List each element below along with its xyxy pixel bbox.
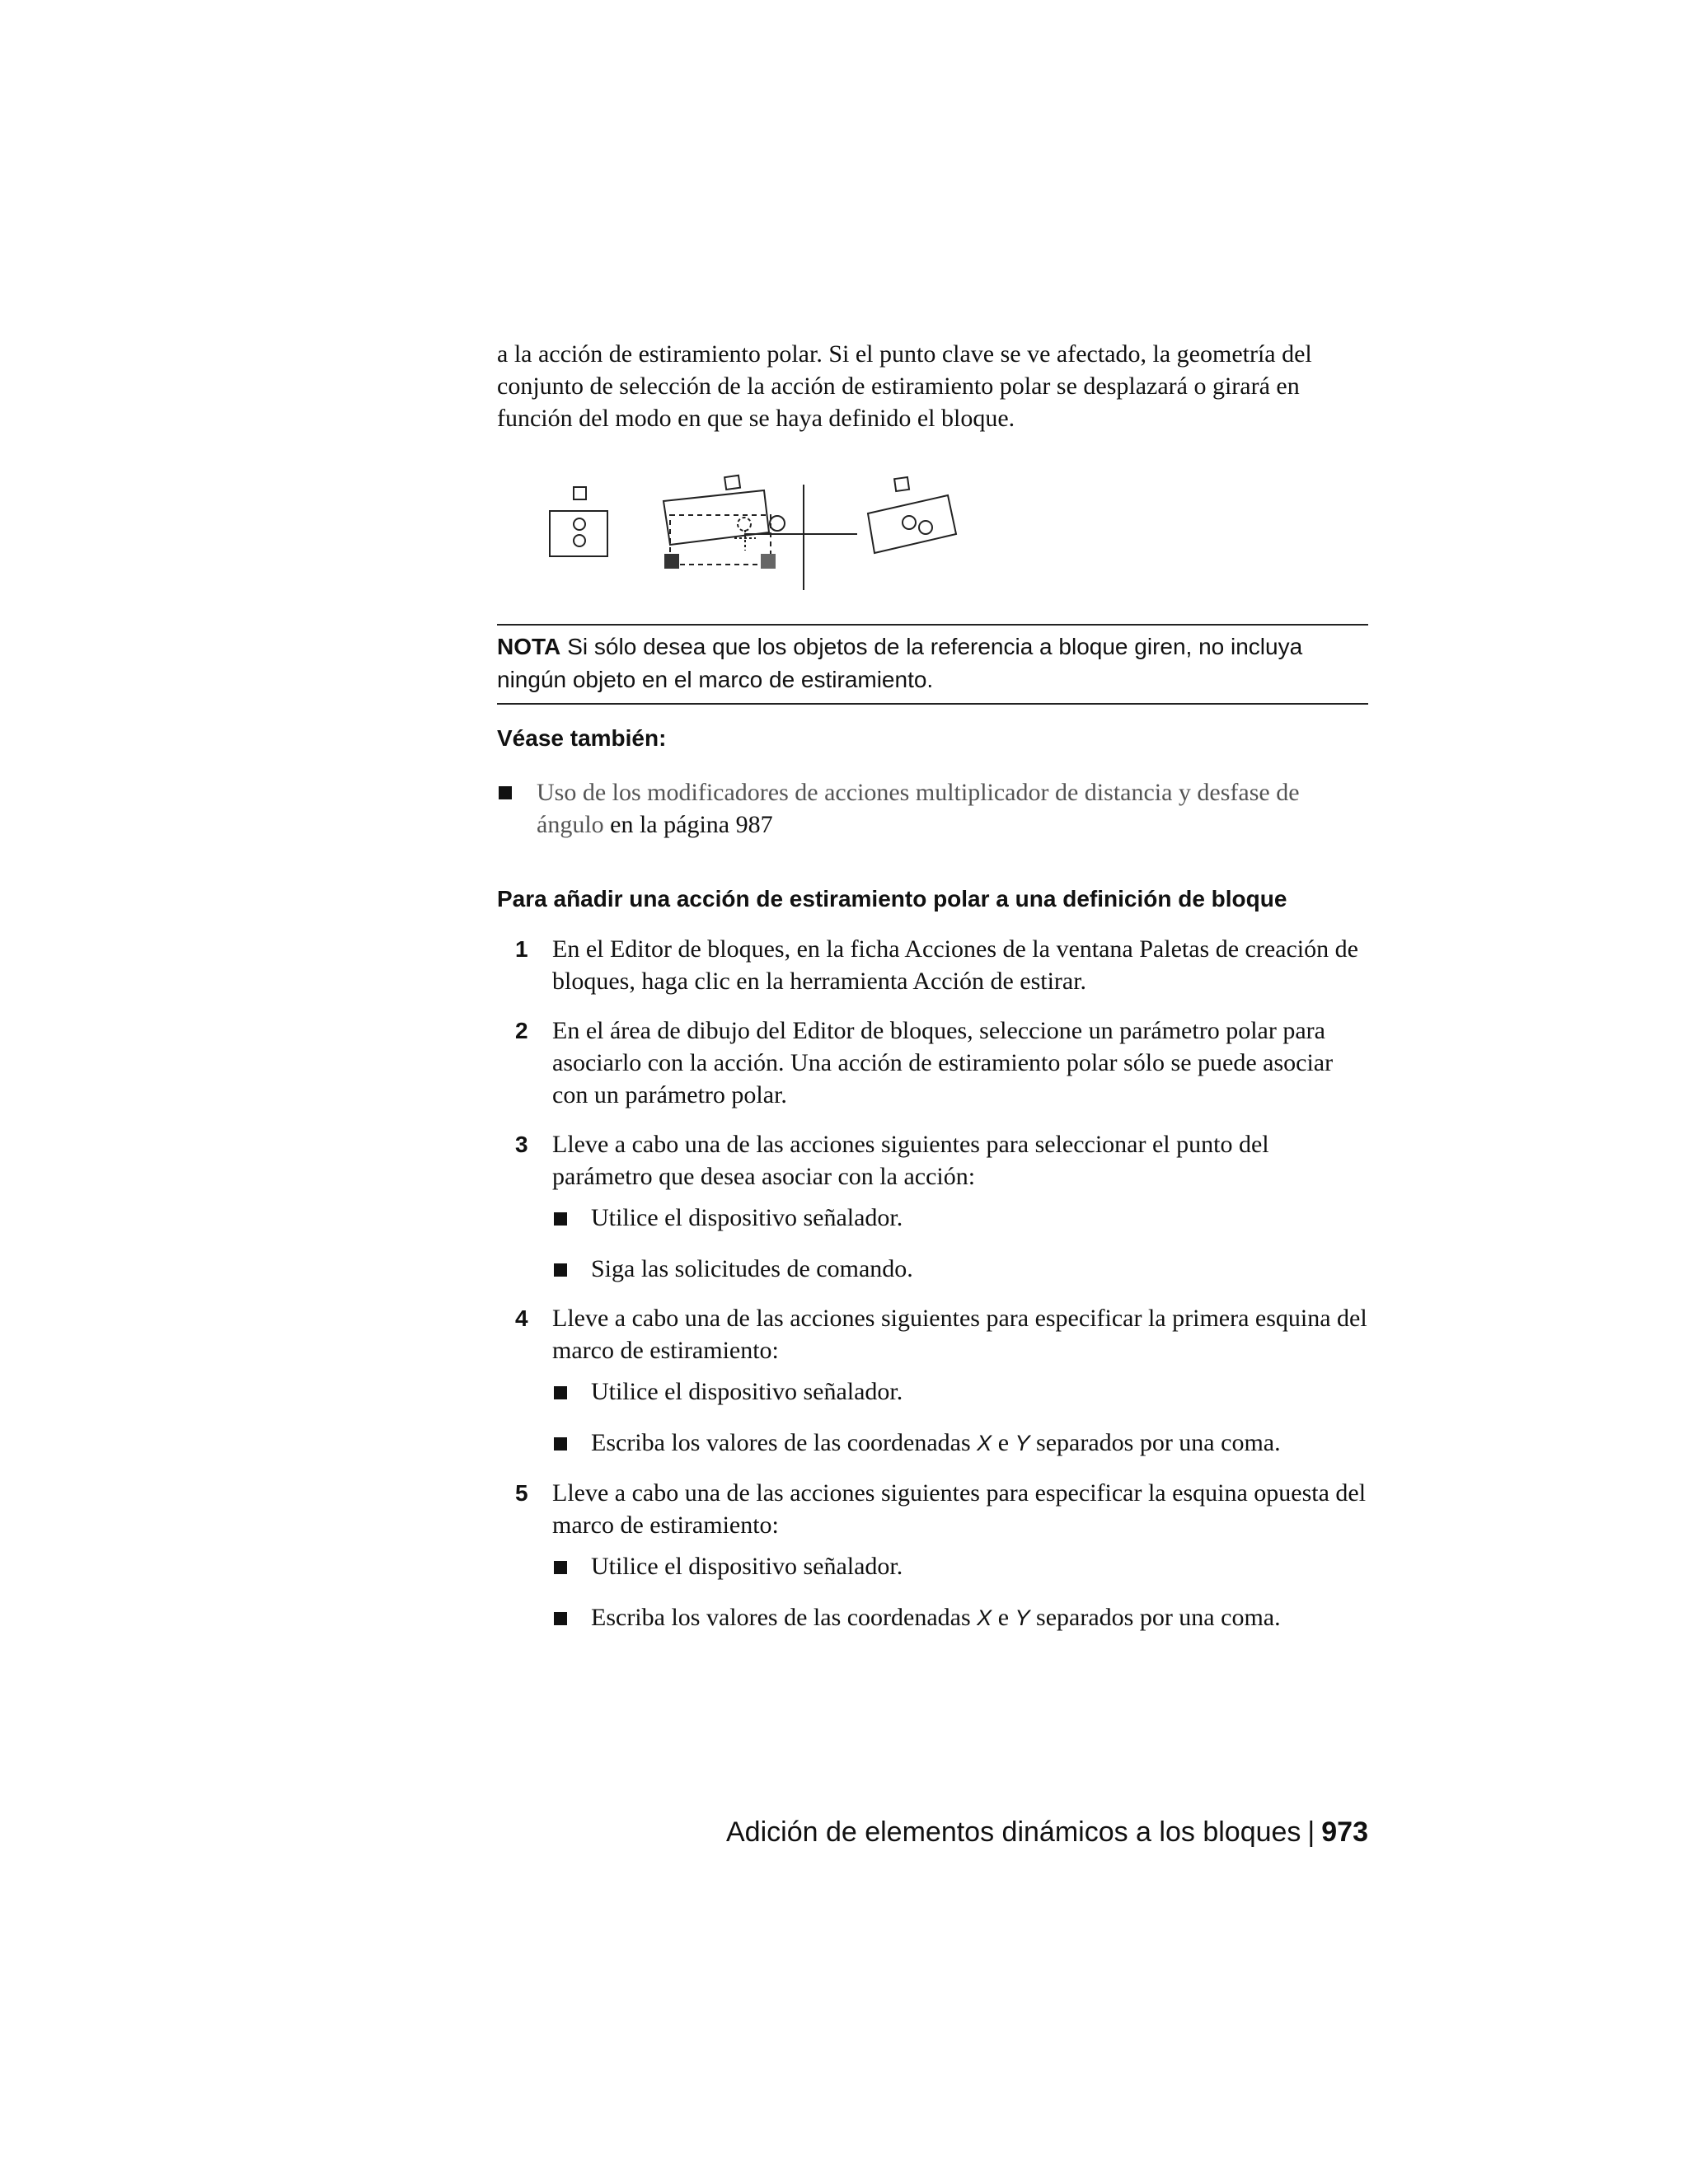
step-text: Lleve a cabo una de las acciones siguientes para especificar la esquina opuesta del marco de estiramiento: xyxy=(552,1479,1367,1539)
page-footer xyxy=(497,1816,1368,1849)
step-text: En el Editor de bloques, en la ficha Acciones de la ventana Paletas de creación de bloques, haga clic en la herramienta Acción de estirar. xyxy=(552,935,1358,995)
polar-stretch-illustration xyxy=(540,468,968,592)
note-label: NOTA xyxy=(497,634,561,659)
step-option: Siga las solicitudes de comando. xyxy=(552,1253,1368,1285)
square-bullet-icon xyxy=(554,1612,567,1625)
step-5 xyxy=(497,1477,1368,1634)
step-number: 1 xyxy=(515,936,528,962)
step-4 xyxy=(497,1302,1368,1460)
step-option: Escriba los valores de las coordenadas X e Y separados por una coma. xyxy=(552,1601,1368,1634)
step-number: 4 xyxy=(515,1305,528,1331)
square-bullet-icon xyxy=(554,1263,567,1277)
see-also-list xyxy=(497,776,1368,841)
note-box xyxy=(497,624,1368,705)
procedure-steps xyxy=(497,933,1368,1652)
step-number: 5 xyxy=(515,1480,528,1506)
step-1 xyxy=(497,933,1368,997)
page-number: 973 xyxy=(1321,1816,1368,1848)
step-option: Utilice el dispositivo señalador. xyxy=(552,1202,1368,1234)
step-text: Lleve a cabo una de las acciones siguientes para especificar la primera esquina del marco de estiramiento: xyxy=(552,1305,1367,1364)
step-2 xyxy=(497,1015,1368,1111)
step-number: 2 xyxy=(515,1018,528,1043)
square-bullet-icon xyxy=(554,1212,567,1226)
square-bullet-icon xyxy=(554,1561,567,1574)
step-option: Utilice el dispositivo señalador. xyxy=(552,1550,1368,1582)
footer-separator: | xyxy=(1307,1816,1315,1848)
page-reference: en la página 987 xyxy=(603,811,773,838)
step-text: En el área de dibujo del Editor de bloques, seleccione un parámetro polar para asociarlo con la acción. Una acción de estiramiento polar sólo se puede asociar con un parámetro polar. xyxy=(552,1017,1334,1108)
step-number: 3 xyxy=(515,1132,528,1157)
step-option: Escriba los valores de las coordenadas X e Y separados por una coma. xyxy=(552,1427,1368,1460)
intro-paragraph: a la acción de estiramiento polar. Si el punto clave se ve afectado, la geometría del conjunto de selección de la acción de estiramiento polar se desplazará o girará en función del modo en que se haya definido el bloque. xyxy=(497,340,1312,432)
step-text: Lleve a cabo una de las acciones siguientes para seleccionar el punto del parámetro que desea asociar con la acción: xyxy=(552,1131,1269,1190)
list-item xyxy=(497,776,1368,841)
note-text: Si sólo desea que los objetos de la referencia a bloque giren, no incluya ningún objeto en el marco de estiramiento. xyxy=(497,634,1303,692)
step-option: Utilice el dispositivo señalador. xyxy=(552,1376,1368,1408)
square-bullet-icon xyxy=(554,1437,567,1451)
footer-section-title: Adición de elementos dinámicos a los bloques xyxy=(726,1816,1301,1848)
square-bullet-icon xyxy=(554,1386,567,1399)
see-also-heading: Véase también: xyxy=(497,725,667,751)
cross-reference-link[interactable]: Uso de los modificadores de acciones multiplicador de distancia y desfase de ángulo xyxy=(537,779,1300,838)
square-bullet-icon xyxy=(499,786,512,799)
step-3 xyxy=(497,1128,1368,1285)
procedure-title: Para añadir una acción de estiramiento polar a una definición de bloque xyxy=(497,886,1287,912)
